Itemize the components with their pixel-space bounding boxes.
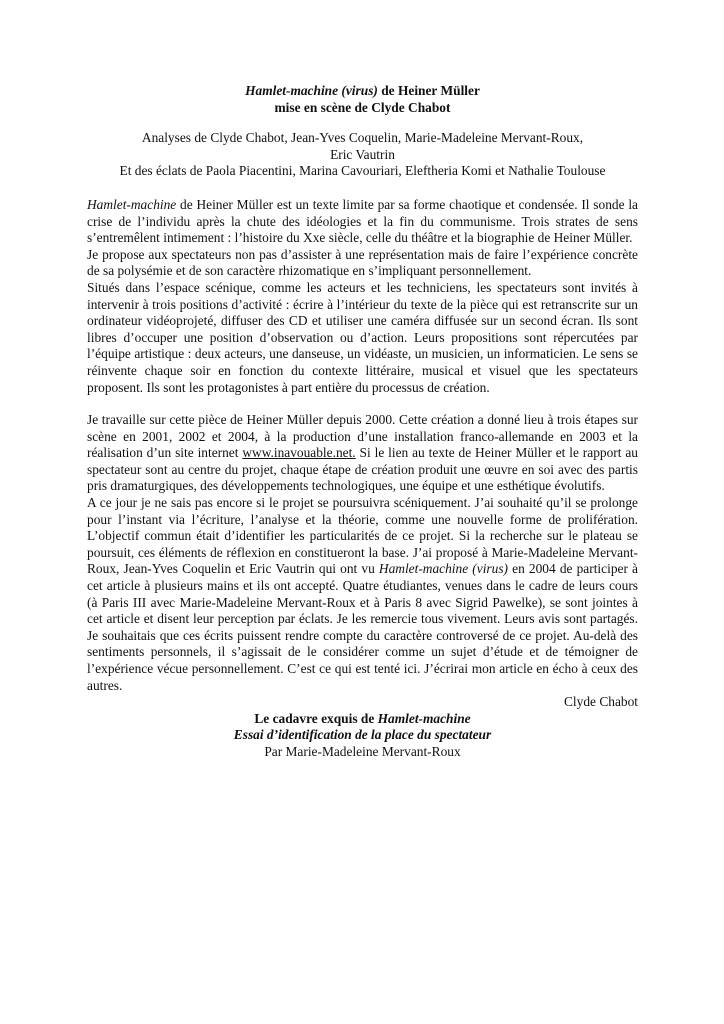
section-title-work: Hamlet-machine <box>377 710 471 726</box>
intro-p1-text: de Heiner Müller est un texte limite par sa forme chaotique et condensée. Il sonde la crise de l’individu après la chute des idéologies et la fin du communisme. Trois strates de sens s’entremêlent intimement : l’histoire du Xxe siècle, celle du théâtre et la biographie de Heiner Müller. <box>87 196 638 246</box>
intro-section <box>87 197 638 396</box>
document-subtitle: mise en scène de Clyde Chabot <box>274 99 451 115</box>
history-p2-before: A ce jour je ne sais pas encore si le projet se poursuivra scéniquement. J’ai souhaité qu’il se prolonge pour l’instant via l’écriture, l’analyse et la théorie, comme une nouvelle forme de prolifération. L’objectif commun était d’identifier les particularités de ce projet. Si la recherche sur le plateau se poursuit, ces éléments de réflexion en constitueront la base. J’ai proposé à Marie-Madeleine Mervant-Roux, Jean-Yves Coquelin et Eric Vautrin qui ont vu <box>87 495 638 577</box>
title-work: Hamlet-machine (virus) <box>245 83 378 98</box>
document-page <box>87 83 638 761</box>
section-subtitle: Essai d’identification de la place du spectateur <box>233 727 492 743</box>
intro-paragraph-2: Je propose aux spectateurs non pas d’assister à une représentation mais de faire l’expérience concrète de sa polysémie et de son caractère rhizomatique en s’impliquant personnellement. <box>87 246 638 279</box>
intro-paragraph-1 <box>87 197 638 247</box>
section-title <box>87 711 638 728</box>
signature: Clyde Chabot <box>563 694 638 710</box>
history-paragraph-1 <box>87 412 638 495</box>
title-author: de Heiner Müller <box>377 83 480 98</box>
history-work-title: Hamlet-machine (virus) <box>378 561 508 577</box>
authors-line-2: Eric Vautrin <box>330 146 395 162</box>
website-link[interactable]: www.inavouable.net. <box>242 445 356 461</box>
authors-line-3: Et des éclats de Paola Piacentini, Marina Cavouriari, Eleftheria Komi et Nathalie Toulouse <box>119 163 606 179</box>
document-header <box>87 83 638 116</box>
history-p2-after: en 2004 de participer à cet article à plusieurs mains et ils ont accepté. Quatre étudiantes, venues dans le cadre de leurs cours (à Paris III avec Marie-Madeleine Mervant-Roux et à Paris 8 avec Sigrid Pawelke), se sont jointes à cet article et disent leur perception par éclats. Je les remercie tous vivement. Leurs avis sont partagés. Je souhaitais que ces écrits puissent rendre compte du caractère controversé de ce projet. Au-delà des sentiments personnels, il s’agissait de le considérer comme un sujet d’étude et de témoigner de l’expérience vécue personnellement. C’est ce qui est tenté ici. J’écrirai mon article en écho à ceux des autres. <box>87 561 638 693</box>
history-paragraph-2 <box>87 495 638 694</box>
section-byline: Par Marie-Madeleine Mervant-Roux <box>264 743 461 759</box>
document-title <box>87 83 638 100</box>
history-section <box>87 412 638 711</box>
authors-line-1: Analyses de Clyde Chabot, Jean-Yves Coquelin, Marie-Madeleine Mervant-Roux, <box>141 130 584 146</box>
intro-paragraph-3: Situés dans l’espace scénique, comme les acteurs et les techniciens, les spectateurs sont invités à intervenir à trois positions d’activité : écrire à l’intérieur du texte de la pièce qui est retranscrite sur un ordinateur vidéoprojeté, diffuser des CD et utiliser une caméra diffusée sur un second écran. Ils sont libres d’occuper une position d’observation ou d’action. Leurs propositions sont répercutées par l’équipe artistique : deux acteurs, une danseuse, un vidéaste, un musicien, un informaticien. Le sens se réinvente chaque soir en fonction du contexte littéraire, musical et visuel que les spectateurs proposent. Ils sont les protagonistes à part entière du processus de création. <box>87 279 638 395</box>
history-p1-before: Je travaille sur cette pièce de Heiner Müller depuis 2000. Cette création a donné lieu à trois étapes sur scène en 2001, 2002 et 2004, à la production d’une installation franco-allemande en 2003 et la réalisation d’un site internet <box>87 412 638 461</box>
intro-work-title: Hamlet-machine <box>87 196 177 212</box>
authors-block <box>87 130 638 180</box>
history-p1-after: Si le lien au texte de Heiner Müller et le rapport au spectateur sont au centre du projet, chaque étape de création produit une œuvre en soi avec des partis pris dramaturgiques, des développements technologiques, une équipe et une esthétique évolutifs. <box>87 445 638 494</box>
section-title-text: Le cadavre exquis de <box>254 710 378 726</box>
